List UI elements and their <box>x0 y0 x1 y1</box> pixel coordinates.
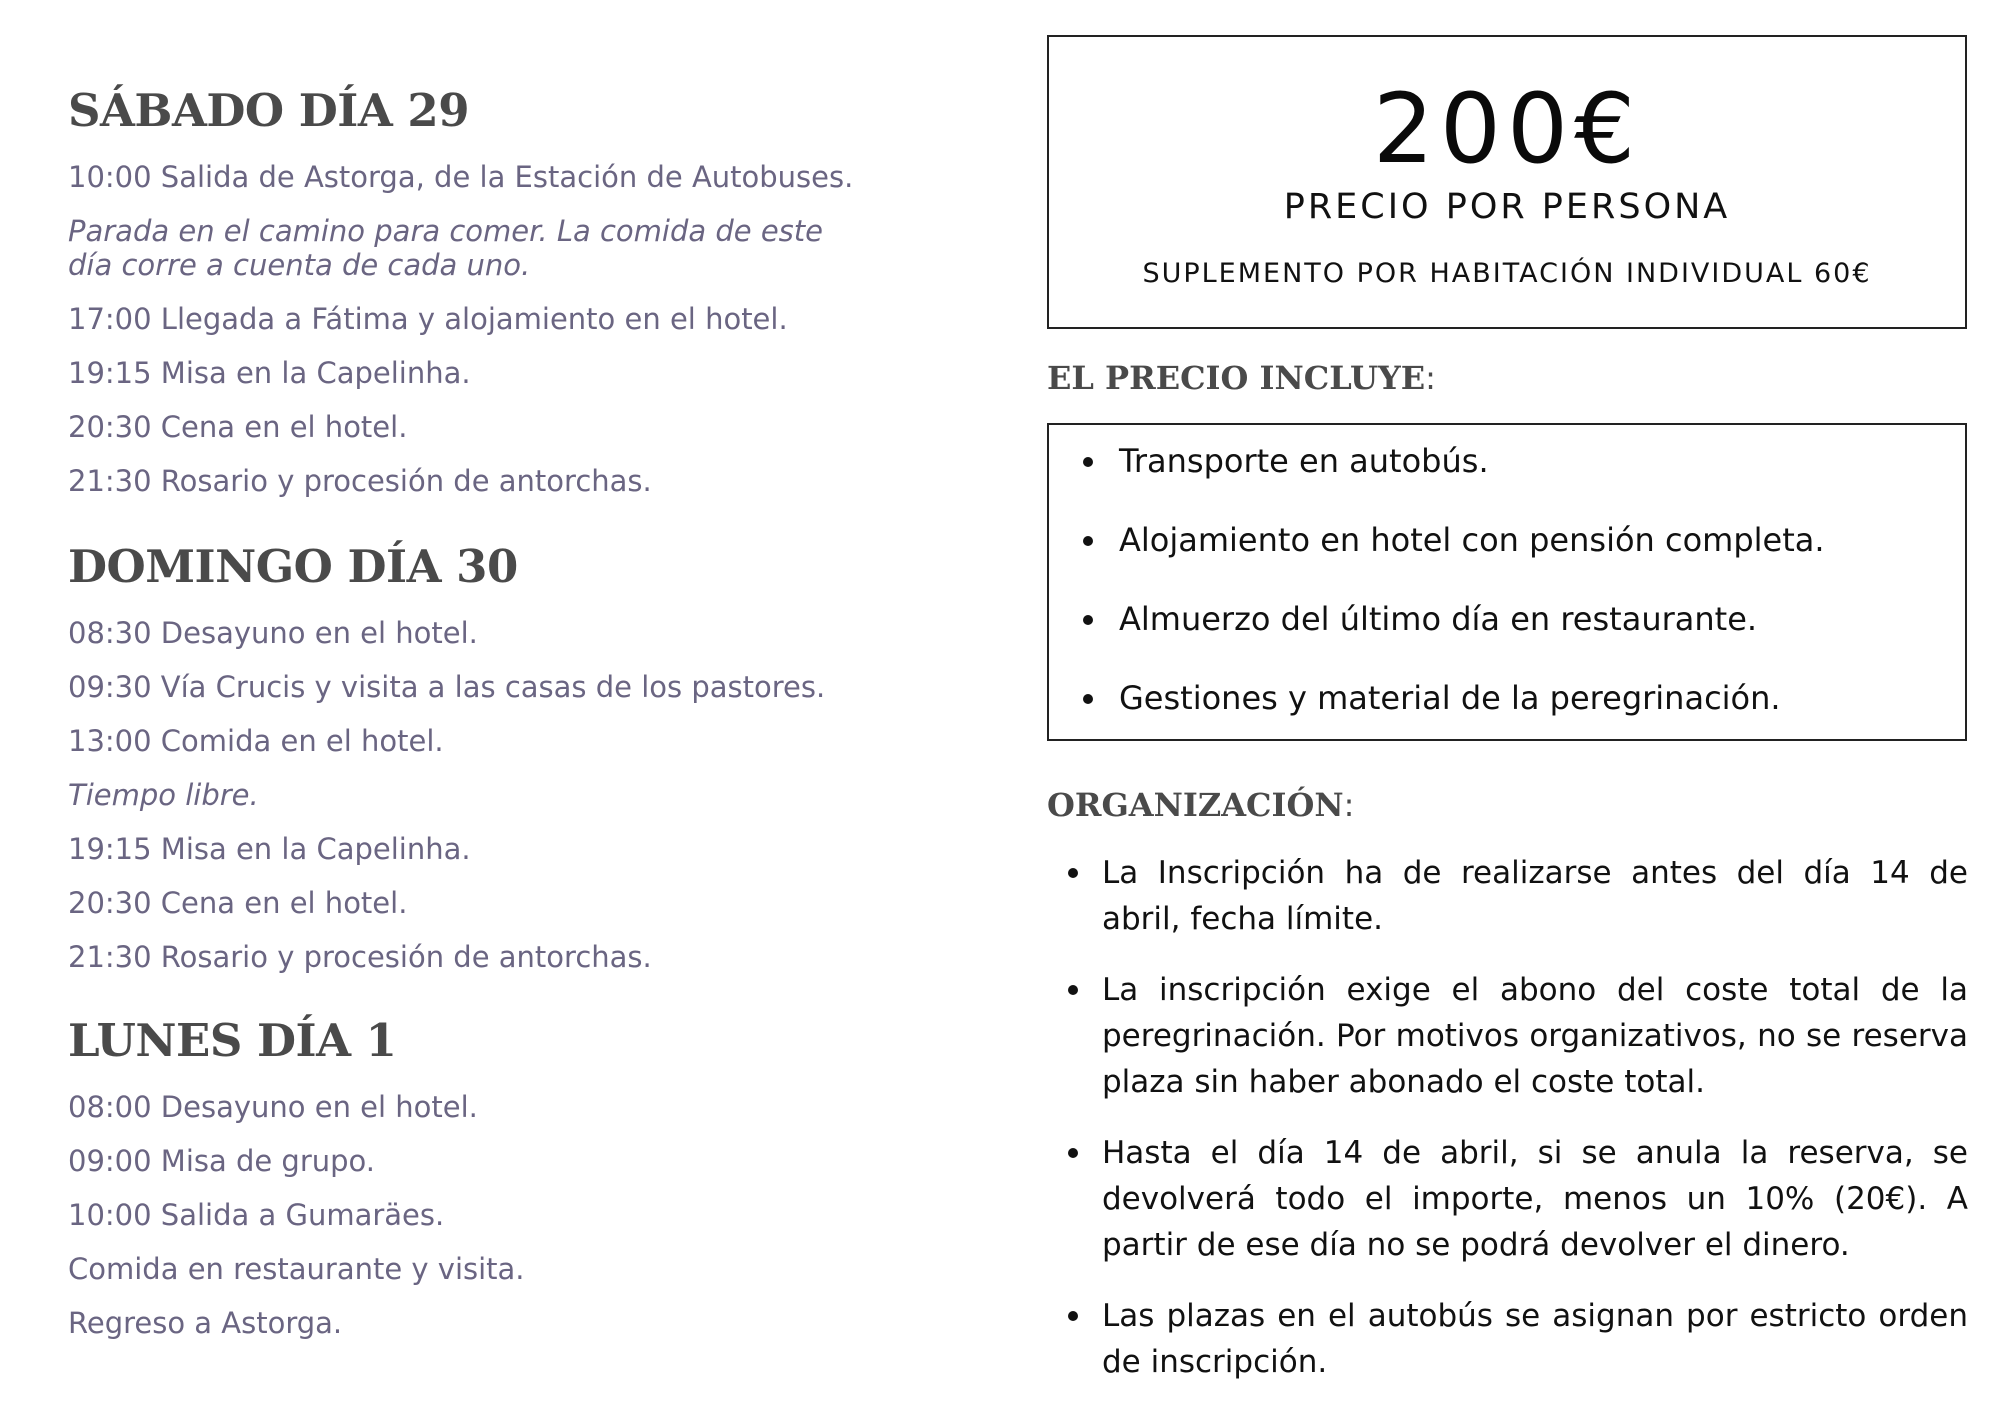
includes-list <box>1049 425 1965 718</box>
schedule-line: Parada en el camino para comer. La comida de este día corre a cuenta de cada uno. <box>68 214 824 282</box>
schedule-line: 19:15 Misa en la Capelinha. <box>68 832 471 866</box>
day-heading: DOMINGO DÍA 30 <box>68 540 518 593</box>
price-amount: 200€ <box>1372 73 1642 185</box>
schedule-column <box>68 80 968 1376</box>
day-monday <box>68 1010 968 1340</box>
list-item: Las plazas en el autobús se asignan por estricto orden de inscripción. <box>1068 1293 1968 1385</box>
price-box <box>1047 35 1967 329</box>
includes-box <box>1047 423 1967 741</box>
schedule-line: 20:30 Cena en el hotel. <box>68 410 408 444</box>
schedule-line: Regreso a Astorga. <box>68 1306 343 1340</box>
day-saturday <box>68 80 968 498</box>
schedule-line: Tiempo libre. <box>68 778 259 812</box>
price-supplement: SUPLEMENTO POR HABITACIÓN INDIVIDUAL 60€ <box>1142 258 1872 289</box>
list-item: La Inscripción ha de realizarse antes del día 14 de abril, fecha límite. <box>1068 850 1968 942</box>
schedule-line: 10:00 Salida de Astorga, de la Estación de Autobuses. <box>68 160 854 194</box>
organization-heading-colon: : <box>1343 786 1355 824</box>
schedule-line: 09:00 Misa de grupo. <box>68 1144 376 1178</box>
schedule-line: 17:00 Llegada a Fátima y alojamiento en el hotel. <box>68 302 788 336</box>
includes-heading <box>1047 358 1436 398</box>
list-item: Almuerzo del último día en restaurante. <box>1083 599 1965 639</box>
list-item: Transporte en autobús. <box>1083 441 1965 481</box>
schedule-line: 09:30 Vía Crucis y visita a las casas de los pastores. <box>68 670 826 704</box>
organization-heading-text: ORGANIZACIÓN <box>1047 786 1344 824</box>
schedule-line: 20:30 Cena en el hotel. <box>68 886 408 920</box>
organization-heading <box>1047 785 1354 825</box>
includes-heading-text: EL PRECIO INCLUYE <box>1047 359 1426 397</box>
list-item: Hasta el día 14 de abril, si se anula la reserva, se devolverá todo el importe, menos un 10% (20€). A partir de ese día no se podrá devolver el dinero. <box>1068 1130 1968 1268</box>
schedule-line: 21:30 Rosario y procesión de antorchas. <box>68 940 652 974</box>
schedule-line: 10:00 Salida a Gumaräes. <box>68 1198 445 1232</box>
list-item: Alojamiento en hotel con pensión completa. <box>1083 520 1965 560</box>
day-sunday <box>68 536 968 974</box>
schedule-line: 08:00 Desayuno en el hotel. <box>68 1090 478 1124</box>
schedule-line: 13:00 Comida en el hotel. <box>68 724 444 758</box>
day-heading: LUNES DÍA 1 <box>68 1014 397 1067</box>
schedule-line: Comida en restaurante y visita. <box>68 1252 525 1286</box>
schedule-line: 21:30 Rosario y procesión de antorchas. <box>68 464 652 498</box>
list-item: Gestiones y material de la peregrinación. <box>1083 678 1965 718</box>
list-item: La inscripción exige el abono del coste total de la peregrinación. Por motivos organizativos, no se reserva plaza sin haber abonado el coste total. <box>1068 967 1968 1105</box>
day-heading: SÁBADO DÍA 29 <box>68 84 470 137</box>
organization-list <box>1068 850 1968 1410</box>
includes-heading-colon: : <box>1425 359 1436 397</box>
schedule-line: 19:15 Misa en la Capelinha. <box>68 356 471 390</box>
schedule-line: 08:30 Desayuno en el hotel. <box>68 616 478 650</box>
price-label: PRECIO POR PERSONA <box>1283 187 1731 227</box>
